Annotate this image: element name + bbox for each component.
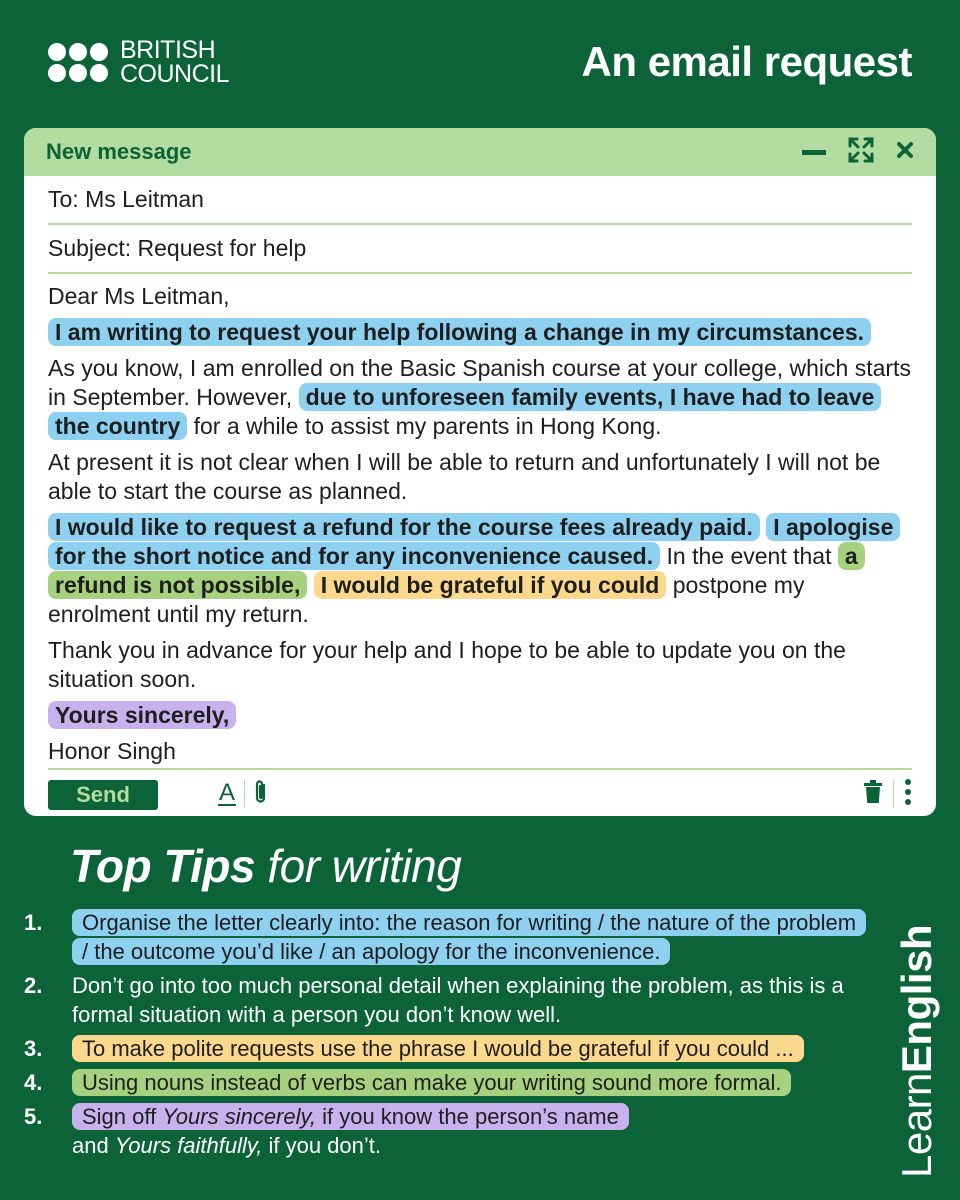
request-text-2: postpone my enrolment until my return. xyxy=(48,572,805,627)
highlight-polite-request: I would be grateful if you could xyxy=(314,571,667,599)
trash-icon[interactable] xyxy=(863,780,883,809)
tip-number: 1. xyxy=(24,910,43,935)
tip-item xyxy=(24,1034,864,1063)
sender-name: Honor Singh xyxy=(48,738,176,764)
learn-text: Learn xyxy=(893,1073,940,1178)
request-text-1: In the event that xyxy=(660,543,838,569)
compose-toolbar xyxy=(48,768,912,816)
highlight-signoff: Yours sincerely, xyxy=(48,701,236,729)
email-compose-window xyxy=(24,128,936,816)
paragraph-request xyxy=(48,513,912,629)
send-button[interactable]: Send xyxy=(48,780,158,810)
highlight-noun-phrase: a refund is not possible, xyxy=(48,542,865,599)
tip-number: 3. xyxy=(24,1036,43,1061)
tip-number: 2. xyxy=(24,973,43,998)
tip-text-italic: Yours faithfully, xyxy=(114,1133,263,1158)
attachment-icon[interactable] xyxy=(253,779,269,810)
tip-text-part: and xyxy=(72,1133,115,1158)
logo-line-2: COUNCIL xyxy=(120,60,230,88)
paragraph-situation: At present it is not clear when I will be able to return and unfortunately I will not be able to start the course as planned. xyxy=(48,449,881,504)
tip-item xyxy=(24,1102,864,1160)
paragraph-context xyxy=(48,354,912,441)
divider xyxy=(244,780,245,808)
british-council-logo xyxy=(48,38,229,86)
tip-number: 5. xyxy=(24,1104,43,1129)
tip-text: Don’t go into too much personal detail when explaining the problem, as this is a formal situation with a person you don’t know well. xyxy=(72,973,844,1027)
logo-line-1: BRITISH xyxy=(120,36,216,64)
paragraph-thanks: Thank you in advance for your help and I hope to be able to update you on the situation soon. xyxy=(48,637,846,692)
tip-text-part: Sign off xyxy=(82,1104,163,1129)
window-controls xyxy=(802,137,914,168)
tips-heading xyxy=(70,838,461,894)
logo-dots-icon xyxy=(48,43,108,82)
tip-text-italic: Yours sincerely, xyxy=(162,1104,316,1129)
logo-text xyxy=(120,38,229,86)
tip-text-highlight xyxy=(72,1103,629,1130)
close-icon[interactable] xyxy=(896,141,914,164)
minimize-icon[interactable] xyxy=(802,150,826,155)
highlight-reason: I am writing to request your help following a change in my circumstances. xyxy=(48,318,871,346)
highlight-problem: due to unforeseen family events, I have had to leave the country xyxy=(48,383,881,440)
window-title: New message xyxy=(46,139,192,164)
tips-heading-rest: for writing xyxy=(255,840,462,892)
text-format-icon[interactable]: A xyxy=(219,779,236,806)
signoff xyxy=(48,701,912,730)
right-tools xyxy=(863,778,912,811)
divider xyxy=(893,780,894,808)
page-title: An email request xyxy=(581,38,912,85)
paragraph-reason xyxy=(48,318,912,347)
expand-icon[interactable] xyxy=(848,137,874,168)
more-options-icon[interactable] xyxy=(904,778,912,811)
subject-field[interactable]: Subject: Request for help xyxy=(48,225,912,274)
greeting: Dear Ms Leitman, xyxy=(48,283,230,309)
tips-heading-bold: Top Tips xyxy=(70,840,256,892)
format-tools xyxy=(218,779,269,810)
tips-list xyxy=(24,908,864,1165)
tip-text: To make polite requests use the phrase I would be grateful if you could ... xyxy=(72,1035,804,1062)
tip-item xyxy=(24,1068,864,1097)
email-body[interactable] xyxy=(24,274,936,766)
highlight-refund-request: I would like to request a refund for the course fees already paid. xyxy=(48,513,760,541)
tip-item xyxy=(24,908,864,966)
context-text-1: As you know, I am enrolled on the Basic Spanish course at your college, which starts in September. However, xyxy=(48,355,911,410)
tip-number: 4. xyxy=(24,1070,43,1095)
tip-text-part: if you don’t. xyxy=(262,1133,382,1158)
window-title-bar xyxy=(24,128,936,176)
context-text-2: for a while to assist my parents in Hong Kong. xyxy=(187,413,662,439)
learnenglish-logo xyxy=(893,925,941,1178)
tip-text: Using nouns instead of verbs can make your writing sound more formal. xyxy=(72,1069,791,1096)
tip-item xyxy=(24,971,864,1029)
highlight-apology: I apologise for the short notice and for any inconvenience caused. xyxy=(48,513,900,570)
tip-text-part: if you know the person’s name xyxy=(315,1104,619,1129)
english-text: English xyxy=(893,924,940,1074)
to-field[interactable]: To: Ms Leitman xyxy=(48,176,912,225)
tip-text: Organise the letter clearly into: the reason for writing / the nature of the problem / the outcome you’d like / an apology for the inconvenience. xyxy=(72,909,866,965)
